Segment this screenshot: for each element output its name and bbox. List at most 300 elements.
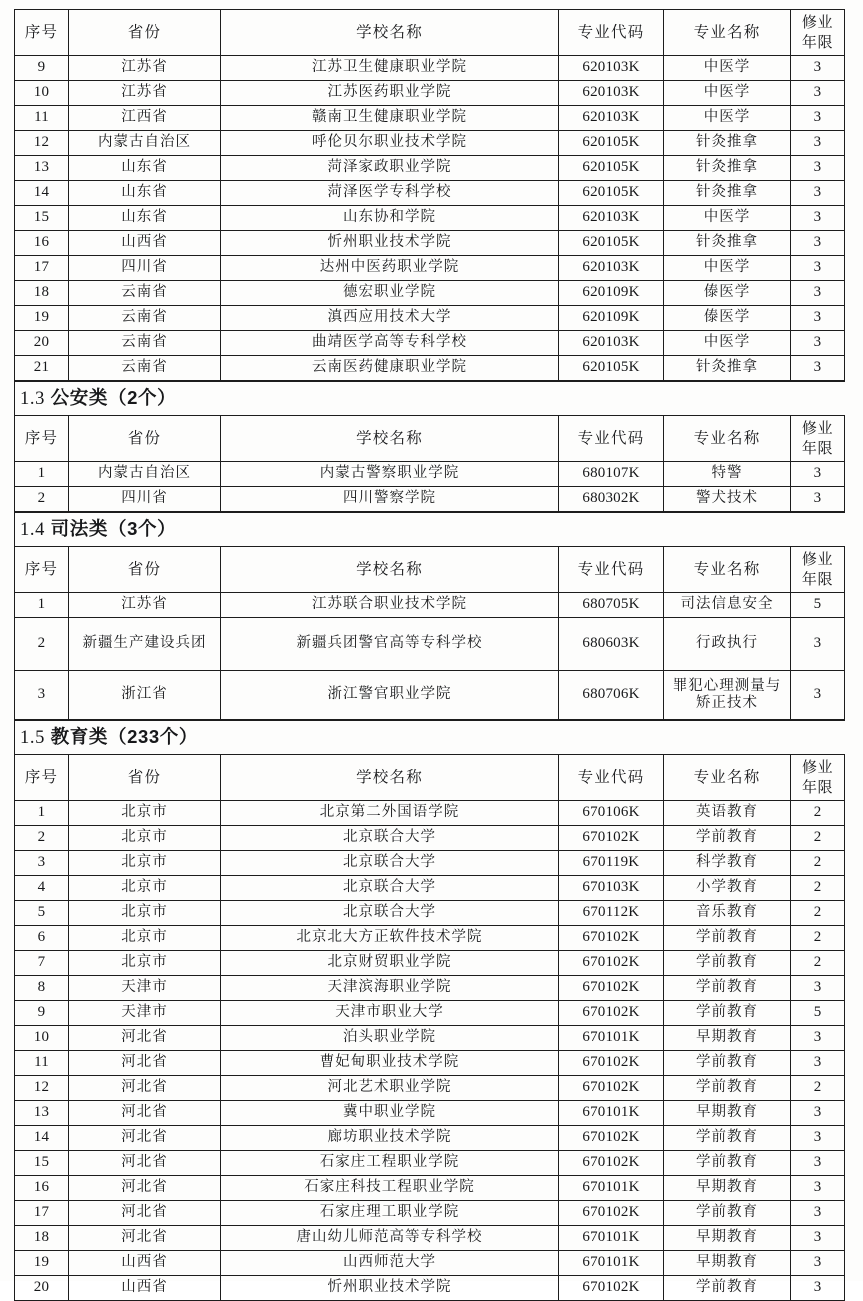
cell-years: 3 bbox=[791, 618, 845, 671]
cell-major-name: 小学教育 bbox=[664, 876, 791, 901]
cell-years: 3 bbox=[791, 462, 845, 487]
cell-index: 13 bbox=[15, 156, 69, 181]
cell-major-code: 620103K bbox=[559, 331, 664, 356]
cell-major-name: 针灸推拿 bbox=[664, 181, 791, 206]
column-header-major-name: 专业名称 bbox=[664, 416, 791, 462]
cell-major-name: 早期教育 bbox=[664, 1226, 791, 1251]
cell-major-name: 罪犯心理测量与矫正技术 bbox=[664, 671, 791, 720]
cell-school: 达州中医药职业学院 bbox=[221, 256, 559, 281]
cell-years: 3 bbox=[791, 306, 845, 331]
cell-index: 18 bbox=[15, 1226, 69, 1251]
cell-years: 2 bbox=[791, 951, 845, 976]
cell-school: 江苏联合职业技术学院 bbox=[221, 593, 559, 618]
cell-major-code: 670102K bbox=[559, 951, 664, 976]
table-row bbox=[15, 951, 845, 976]
cell-school: 忻州职业技术学院 bbox=[221, 1276, 559, 1301]
cell-major-code: 620105K bbox=[559, 156, 664, 181]
cell-province: 河北省 bbox=[69, 1051, 221, 1076]
cell-index: 4 bbox=[15, 876, 69, 901]
cell-index: 9 bbox=[15, 1001, 69, 1026]
table-education bbox=[14, 720, 845, 1301]
column-header-years: 修业 年限 bbox=[791, 416, 845, 462]
cell-province: 北京市 bbox=[69, 926, 221, 951]
cell-index: 12 bbox=[15, 1076, 69, 1101]
column-header-school: 学校名称 bbox=[221, 755, 559, 801]
table-row bbox=[15, 56, 845, 81]
cell-school: 天津市职业大学 bbox=[221, 1001, 559, 1026]
column-header-years: 修业 年限 bbox=[791, 10, 845, 56]
cell-province: 云南省 bbox=[69, 306, 221, 331]
cell-major-name: 早期教育 bbox=[664, 1101, 791, 1126]
cell-index: 5 bbox=[15, 901, 69, 926]
column-header-major-code: 专业代码 bbox=[559, 10, 664, 56]
cell-major-name: 针灸推拿 bbox=[664, 356, 791, 381]
cell-major-name: 中医学 bbox=[664, 56, 791, 81]
cell-years: 3 bbox=[791, 131, 845, 156]
cell-province: 浙江省 bbox=[69, 671, 221, 720]
cell-years: 3 bbox=[791, 256, 845, 281]
table-row bbox=[15, 231, 845, 256]
cell-school: 云南医药健康职业学院 bbox=[221, 356, 559, 381]
cell-school: 北京第二外国语学院 bbox=[221, 801, 559, 826]
cell-school: 天津滨海职业学院 bbox=[221, 976, 559, 1001]
cell-school: 忻州职业技术学院 bbox=[221, 231, 559, 256]
cell-province: 云南省 bbox=[69, 281, 221, 306]
column-header-major-code: 专业代码 bbox=[559, 547, 664, 593]
cell-major-code: 620103K bbox=[559, 256, 664, 281]
cell-years: 3 bbox=[791, 1126, 845, 1151]
cell-years: 3 bbox=[791, 1201, 845, 1226]
cell-major-name: 针灸推拿 bbox=[664, 156, 791, 181]
cell-years: 3 bbox=[791, 106, 845, 131]
table-header-row bbox=[15, 547, 845, 593]
cell-province: 河北省 bbox=[69, 1126, 221, 1151]
cell-major-code: 620109K bbox=[559, 281, 664, 306]
cell-index: 21 bbox=[15, 356, 69, 381]
cell-major-name: 中医学 bbox=[664, 106, 791, 131]
cell-province: 山西省 bbox=[69, 1251, 221, 1276]
cell-school: 赣南卫生健康职业学院 bbox=[221, 106, 559, 131]
cell-major-name: 针灸推拿 bbox=[664, 131, 791, 156]
cell-major-name: 音乐教育 bbox=[664, 901, 791, 926]
table-row bbox=[15, 593, 845, 618]
cell-index: 3 bbox=[15, 671, 69, 720]
cell-index: 19 bbox=[15, 306, 69, 331]
section-number: 1.5 bbox=[20, 727, 45, 748]
cell-major-name: 学前教育 bbox=[664, 976, 791, 1001]
table-row bbox=[15, 1051, 845, 1076]
cell-index: 10 bbox=[15, 1026, 69, 1051]
cell-major-name: 中医学 bbox=[664, 331, 791, 356]
cell-province: 河北省 bbox=[69, 1176, 221, 1201]
cell-major-name: 学前教育 bbox=[664, 1151, 791, 1176]
table-row bbox=[15, 306, 845, 331]
cell-province: 河北省 bbox=[69, 1101, 221, 1126]
column-header-index: 序号 bbox=[15, 416, 69, 462]
column-header-province: 省份 bbox=[69, 547, 221, 593]
cell-major-name: 英语教育 bbox=[664, 801, 791, 826]
cell-major-name: 学前教育 bbox=[664, 1051, 791, 1076]
cell-index: 2 bbox=[15, 487, 69, 512]
cell-school: 菏泽家政职业学院 bbox=[221, 156, 559, 181]
cell-province: 北京市 bbox=[69, 801, 221, 826]
cell-index: 15 bbox=[15, 206, 69, 231]
cell-major-name: 学前教育 bbox=[664, 1126, 791, 1151]
table-row bbox=[15, 618, 845, 671]
cell-school: 江苏医药职业学院 bbox=[221, 81, 559, 106]
cell-index: 12 bbox=[15, 131, 69, 156]
cell-years: 3 bbox=[791, 487, 845, 512]
column-header-school: 学校名称 bbox=[221, 547, 559, 593]
cell-province: 北京市 bbox=[69, 851, 221, 876]
column-header-major-name: 专业名称 bbox=[664, 547, 791, 593]
cell-school: 内蒙古警察职业学院 bbox=[221, 462, 559, 487]
cell-school: 北京联合大学 bbox=[221, 876, 559, 901]
cell-school: 北京财贸职业学院 bbox=[221, 951, 559, 976]
table-row bbox=[15, 1026, 845, 1051]
column-header-major-code: 专业代码 bbox=[559, 416, 664, 462]
table-row bbox=[15, 1001, 845, 1026]
cell-major-name: 早期教育 bbox=[664, 1176, 791, 1201]
cell-school: 河北艺术职业学院 bbox=[221, 1076, 559, 1101]
column-header-province: 省份 bbox=[69, 416, 221, 462]
section-heading-text: 1.4 司法类（3个） bbox=[15, 513, 845, 547]
cell-major-name: 傣医学 bbox=[664, 306, 791, 331]
cell-major-code: 670102K bbox=[559, 976, 664, 1001]
cell-school: 山东协和学院 bbox=[221, 206, 559, 231]
cell-major-name: 针灸推拿 bbox=[664, 231, 791, 256]
cell-major-code: 670102K bbox=[559, 1276, 664, 1301]
cell-school: 曹妃甸职业技术学院 bbox=[221, 1051, 559, 1076]
cell-major-name: 警犬技术 bbox=[664, 487, 791, 512]
cell-major-name: 傣医学 bbox=[664, 281, 791, 306]
table-row bbox=[15, 81, 845, 106]
cell-index: 3 bbox=[15, 851, 69, 876]
cell-years: 3 bbox=[791, 1276, 845, 1301]
table-row bbox=[15, 356, 845, 381]
table-row bbox=[15, 487, 845, 512]
cell-major-code: 620105K bbox=[559, 181, 664, 206]
cell-index: 7 bbox=[15, 951, 69, 976]
cell-major-code: 670101K bbox=[559, 1176, 664, 1201]
cell-years: 3 bbox=[791, 1051, 845, 1076]
cell-years: 2 bbox=[791, 926, 845, 951]
cell-province: 北京市 bbox=[69, 901, 221, 926]
cell-years: 3 bbox=[791, 81, 845, 106]
cell-province: 山东省 bbox=[69, 156, 221, 181]
cell-index: 8 bbox=[15, 976, 69, 1001]
cell-index: 19 bbox=[15, 1251, 69, 1276]
cell-major-name: 中医学 bbox=[664, 81, 791, 106]
column-header-major-name: 专业名称 bbox=[664, 755, 791, 801]
cell-major-name: 学前教育 bbox=[664, 1076, 791, 1101]
cell-index: 1 bbox=[15, 462, 69, 487]
cell-years: 3 bbox=[791, 1226, 845, 1251]
table-row bbox=[15, 1201, 845, 1226]
cell-years: 3 bbox=[791, 1151, 845, 1176]
cell-province: 河北省 bbox=[69, 1201, 221, 1226]
section-heading-row-education bbox=[15, 721, 845, 755]
table-row bbox=[15, 1251, 845, 1276]
cell-school: 四川警察学院 bbox=[221, 487, 559, 512]
cell-major-code: 680705K bbox=[559, 593, 664, 618]
column-header-years: 修业 年限 bbox=[791, 755, 845, 801]
cell-years: 2 bbox=[791, 876, 845, 901]
cell-index: 9 bbox=[15, 56, 69, 81]
cell-major-code: 670102K bbox=[559, 1151, 664, 1176]
cell-province: 内蒙古自治区 bbox=[69, 462, 221, 487]
cell-index: 16 bbox=[15, 231, 69, 256]
cell-index: 17 bbox=[15, 256, 69, 281]
cell-major-name: 学前教育 bbox=[664, 826, 791, 851]
cell-major-code: 670101K bbox=[559, 1026, 664, 1051]
cell-major-code: 680603K bbox=[559, 618, 664, 671]
table-header-row bbox=[15, 755, 845, 801]
cell-years: 3 bbox=[791, 1176, 845, 1201]
cell-school: 石家庄理工职业学院 bbox=[221, 1201, 559, 1226]
cell-index: 20 bbox=[15, 1276, 69, 1301]
cell-major-code: 670112K bbox=[559, 901, 664, 926]
cell-index: 1 bbox=[15, 593, 69, 618]
section-number: 1.3 bbox=[20, 388, 45, 409]
cell-index: 2 bbox=[15, 826, 69, 851]
section-number: 1.4 bbox=[20, 519, 45, 540]
cell-major-name: 学前教育 bbox=[664, 951, 791, 976]
cell-major-code: 670102K bbox=[559, 826, 664, 851]
cell-index: 16 bbox=[15, 1176, 69, 1201]
cell-major-code: 680107K bbox=[559, 462, 664, 487]
cell-index: 11 bbox=[15, 106, 69, 131]
cell-school: 曲靖医学高等专科学校 bbox=[221, 331, 559, 356]
cell-index: 6 bbox=[15, 926, 69, 951]
cell-province: 江苏省 bbox=[69, 56, 221, 81]
cell-years: 3 bbox=[791, 231, 845, 256]
cell-province: 山西省 bbox=[69, 1276, 221, 1301]
table-continued-medical bbox=[14, 9, 845, 381]
table-row bbox=[15, 826, 845, 851]
table-row bbox=[15, 1101, 845, 1126]
cell-school: 德宏职业学院 bbox=[221, 281, 559, 306]
cell-years: 2 bbox=[791, 801, 845, 826]
table-row bbox=[15, 462, 845, 487]
cell-school: 廊坊职业技术学院 bbox=[221, 1126, 559, 1151]
cell-school: 江苏卫生健康职业学院 bbox=[221, 56, 559, 81]
cell-major-code: 620103K bbox=[559, 206, 664, 231]
cell-years: 2 bbox=[791, 901, 845, 926]
cell-major-code: 670101K bbox=[559, 1251, 664, 1276]
cell-major-code: 670102K bbox=[559, 1051, 664, 1076]
cell-province: 北京市 bbox=[69, 876, 221, 901]
cell-years: 3 bbox=[791, 671, 845, 720]
cell-major-code: 680706K bbox=[559, 671, 664, 720]
column-header-index: 序号 bbox=[15, 755, 69, 801]
cell-index: 14 bbox=[15, 1126, 69, 1151]
cell-major-code: 620105K bbox=[559, 356, 664, 381]
cell-school: 菏泽医学专科学校 bbox=[221, 181, 559, 206]
cell-major-code: 670103K bbox=[559, 876, 664, 901]
cell-major-name: 学前教育 bbox=[664, 1276, 791, 1301]
cell-major-code: 620103K bbox=[559, 81, 664, 106]
section-heading-text: 1.5 教育类（233个） bbox=[15, 721, 845, 755]
cell-major-name: 行政执行 bbox=[664, 618, 791, 671]
table-row bbox=[15, 1151, 845, 1176]
cell-school: 石家庄工程职业学院 bbox=[221, 1151, 559, 1176]
cell-major-code: 670102K bbox=[559, 1076, 664, 1101]
cell-index: 11 bbox=[15, 1051, 69, 1076]
cell-school: 呼伦贝尔职业技术学院 bbox=[221, 131, 559, 156]
column-header-province: 省份 bbox=[69, 10, 221, 56]
cell-province: 四川省 bbox=[69, 487, 221, 512]
cell-major-code: 670119K bbox=[559, 851, 664, 876]
table-row bbox=[15, 156, 845, 181]
cell-years: 3 bbox=[791, 356, 845, 381]
cell-major-code: 670102K bbox=[559, 1001, 664, 1026]
cell-province: 四川省 bbox=[69, 256, 221, 281]
cell-school: 新疆兵团警官高等专科学校 bbox=[221, 618, 559, 671]
column-header-index: 序号 bbox=[15, 547, 69, 593]
cell-school: 北京联合大学 bbox=[221, 826, 559, 851]
cell-major-name: 学前教育 bbox=[664, 1201, 791, 1226]
cell-years: 5 bbox=[791, 1001, 845, 1026]
table-row bbox=[15, 671, 845, 720]
cell-major-name: 科学教育 bbox=[664, 851, 791, 876]
cell-major-code: 670102K bbox=[559, 926, 664, 951]
column-header-index: 序号 bbox=[15, 10, 69, 56]
table-row bbox=[15, 206, 845, 231]
cell-province: 新疆生产建设兵团 bbox=[69, 618, 221, 671]
cell-school: 石家庄科技工程职业学院 bbox=[221, 1176, 559, 1201]
cell-major-name: 早期教育 bbox=[664, 1026, 791, 1051]
cell-major-name: 学前教育 bbox=[664, 1001, 791, 1026]
cell-major-code: 620103K bbox=[559, 106, 664, 131]
document-sheet bbox=[14, 9, 844, 1301]
cell-province: 天津市 bbox=[69, 1001, 221, 1026]
cell-province: 山东省 bbox=[69, 206, 221, 231]
cell-major-code: 670102K bbox=[559, 1201, 664, 1226]
cell-province: 山东省 bbox=[69, 181, 221, 206]
cell-province: 山西省 bbox=[69, 231, 221, 256]
cell-major-code: 670106K bbox=[559, 801, 664, 826]
cell-major-code: 620105K bbox=[559, 231, 664, 256]
table-row bbox=[15, 926, 845, 951]
cell-province: 北京市 bbox=[69, 951, 221, 976]
section-heading-row-public-security bbox=[15, 382, 845, 416]
table-row bbox=[15, 851, 845, 876]
table-row bbox=[15, 901, 845, 926]
cell-school: 北京联合大学 bbox=[221, 901, 559, 926]
cell-index: 15 bbox=[15, 1151, 69, 1176]
cell-index: 20 bbox=[15, 331, 69, 356]
cell-major-name: 中医学 bbox=[664, 256, 791, 281]
table-row bbox=[15, 876, 845, 901]
cell-years: 3 bbox=[791, 1026, 845, 1051]
column-header-major-name: 专业名称 bbox=[664, 10, 791, 56]
column-header-years: 修业 年限 bbox=[791, 547, 845, 593]
cell-province: 天津市 bbox=[69, 976, 221, 1001]
cell-province: 云南省 bbox=[69, 356, 221, 381]
section-heading-row-judicial bbox=[15, 513, 845, 547]
cell-province: 江苏省 bbox=[69, 593, 221, 618]
table-row bbox=[15, 1176, 845, 1201]
table-row bbox=[15, 801, 845, 826]
cell-province: 河北省 bbox=[69, 1026, 221, 1051]
table-row bbox=[15, 976, 845, 1001]
cell-major-code: 620103K bbox=[559, 56, 664, 81]
cell-years: 3 bbox=[791, 1251, 845, 1276]
cell-province: 河北省 bbox=[69, 1151, 221, 1176]
cell-index: 18 bbox=[15, 281, 69, 306]
cell-years: 3 bbox=[791, 976, 845, 1001]
cell-years: 3 bbox=[791, 156, 845, 181]
column-header-school: 学校名称 bbox=[221, 416, 559, 462]
table-row bbox=[15, 256, 845, 281]
cell-major-name: 特警 bbox=[664, 462, 791, 487]
cell-province: 内蒙古自治区 bbox=[69, 131, 221, 156]
cell-province: 江西省 bbox=[69, 106, 221, 131]
cell-index: 14 bbox=[15, 181, 69, 206]
table-row bbox=[15, 281, 845, 306]
cell-years: 2 bbox=[791, 826, 845, 851]
cell-school: 唐山幼儿师范高等专科学校 bbox=[221, 1226, 559, 1251]
cell-years: 3 bbox=[791, 206, 845, 231]
cell-major-code: 670102K bbox=[559, 1126, 664, 1151]
cell-years: 2 bbox=[791, 1076, 845, 1101]
cell-index: 13 bbox=[15, 1101, 69, 1126]
cell-major-name: 早期教育 bbox=[664, 1251, 791, 1276]
cell-province: 江苏省 bbox=[69, 81, 221, 106]
cell-years: 5 bbox=[791, 593, 845, 618]
table-row bbox=[15, 106, 845, 131]
cell-school: 滇西应用技术大学 bbox=[221, 306, 559, 331]
cell-province: 云南省 bbox=[69, 331, 221, 356]
table-row bbox=[15, 331, 845, 356]
cell-school: 冀中职业学院 bbox=[221, 1101, 559, 1126]
cell-years: 3 bbox=[791, 1101, 845, 1126]
cell-province: 北京市 bbox=[69, 826, 221, 851]
column-header-school: 学校名称 bbox=[221, 10, 559, 56]
cell-index: 10 bbox=[15, 81, 69, 106]
cell-major-code: 670101K bbox=[559, 1226, 664, 1251]
table-row bbox=[15, 1226, 845, 1251]
table-public-security bbox=[14, 381, 845, 512]
cell-years: 3 bbox=[791, 181, 845, 206]
cell-school: 北京联合大学 bbox=[221, 851, 559, 876]
cell-years: 2 bbox=[791, 851, 845, 876]
column-header-major-code: 专业代码 bbox=[559, 755, 664, 801]
cell-major-code: 670101K bbox=[559, 1101, 664, 1126]
cell-school: 浙江警官职业学院 bbox=[221, 671, 559, 720]
cell-years: 3 bbox=[791, 331, 845, 356]
cell-school: 北京北大方正软件技术学院 bbox=[221, 926, 559, 951]
cell-province: 河北省 bbox=[69, 1226, 221, 1251]
table-header-row bbox=[15, 10, 845, 56]
table-row bbox=[15, 131, 845, 156]
section-heading-text: 1.3 公安类（2个） bbox=[15, 382, 845, 416]
cell-major-code: 680302K bbox=[559, 487, 664, 512]
column-header-province: 省份 bbox=[69, 755, 221, 801]
cell-school: 山西师范大学 bbox=[221, 1251, 559, 1276]
cell-index: 17 bbox=[15, 1201, 69, 1226]
table-row bbox=[15, 1126, 845, 1151]
table-header-row bbox=[15, 416, 845, 462]
cell-index: 1 bbox=[15, 801, 69, 826]
cell-school: 泊头职业学院 bbox=[221, 1026, 559, 1051]
cell-major-name: 中医学 bbox=[664, 206, 791, 231]
table-judicial bbox=[14, 512, 845, 720]
table-row bbox=[15, 1276, 845, 1301]
table-row bbox=[15, 181, 845, 206]
cell-major-name: 司法信息安全 bbox=[664, 593, 791, 618]
